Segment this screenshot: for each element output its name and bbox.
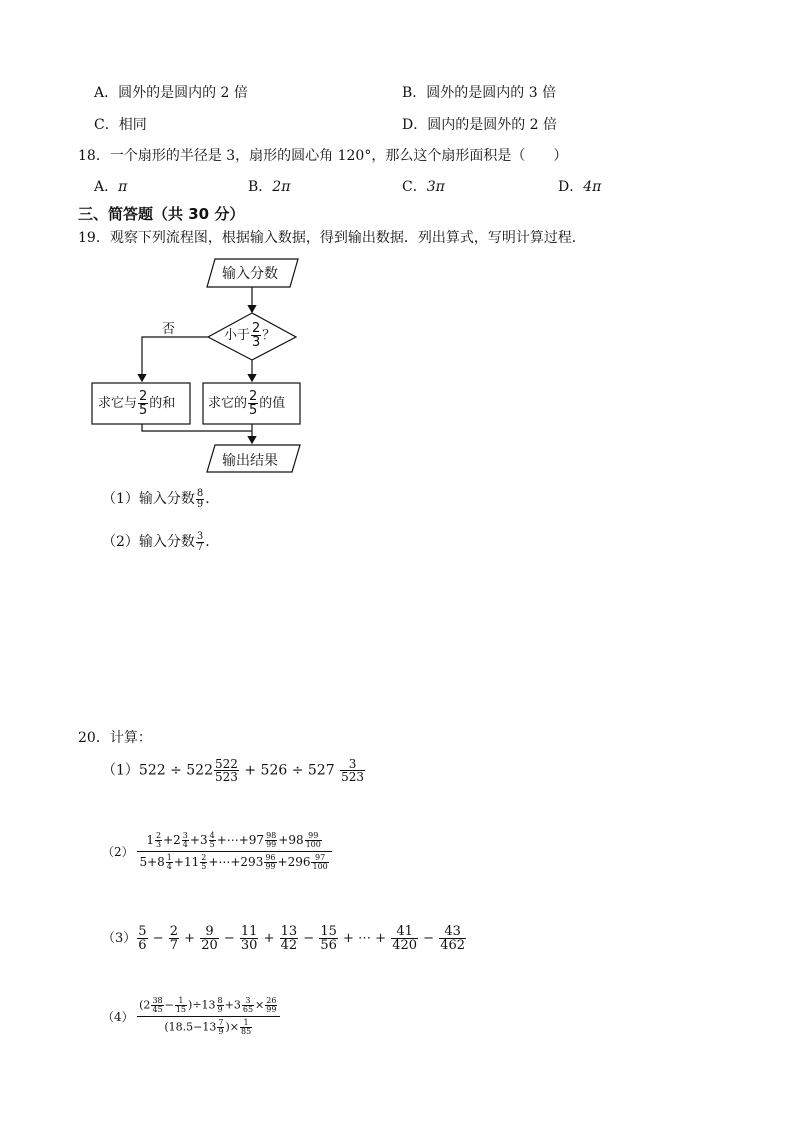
flow-right-label: 求它的 $\frac{2}{5}$ 的值 (208, 389, 286, 418)
flow-input-label: 输入分数 (222, 266, 278, 282)
flow-no-label: 否 (162, 322, 176, 337)
q19-part-1: （1）输入分数 $\frac{8}{9}$ . (102, 487, 210, 510)
q18-option-d: D．4π (558, 179, 602, 195)
q18-option-b: B．2π (248, 179, 291, 195)
q18-option-c: C．3π (402, 179, 445, 195)
flow-left-label: 求它与 $\frac{2}{5}$ 的和 (98, 389, 176, 418)
option-a: A．圆外的是圆内的 2 倍 (94, 85, 248, 101)
flow-decision-label: 小于 $\frac{2}{3}$ ？ (224, 321, 276, 350)
option-d: D．圆内的是圆外的 2 倍 (402, 117, 558, 133)
flow-output-label: 输出结果 (222, 453, 278, 469)
q20-part-2: （2） 1 $\frac{2}{3}$ +2 $\frac{3}{4}$ +3 $\frac{4}{5}$ +⋯+97 $\frac{98}{99}$ +98 $\frac{99}{100}$ 5+8 $\frac{1}{4}$ +11 $\frac{2}{5}$ +⋯+293 $\frac{96}{99}$ +296 $\frac{97}{100}$ (102, 832, 332, 871)
question-18-stem: 18．一个扇形的半径是 3，扇形的圆心角 120°，那么这个扇形面积是（ ） (78, 148, 568, 164)
question-20-stem: 20．计算： (78, 730, 152, 746)
option-c: C．相同 (94, 117, 147, 133)
flowchart (0, 0, 794, 500)
section-heading: 三、简答题（共 30 分） (78, 205, 245, 223)
q20-part-1: （1）522 ÷ 522 $\frac{522}{523}$ + 526 ÷ 527 $\frac{3}{523}$ (102, 757, 364, 784)
question-19-stem: 19．观察下列流程图，根据输入数据，得到输出数据．列出算式，写明计算过程． (78, 230, 586, 246)
q20-part-3: （3） $\frac{5}{6}$ − $\frac{2}{7}$ + $\frac{9}{20}$ − $\frac{11}{30}$ + $\frac{13}{42}$ − $\frac{15}{56}$ + ⋯ + $\frac{41}{420}$ − $\frac{43}{462}$ (102, 924, 466, 953)
q19-part-2: （2）输入分数 $\frac{3}{7}$ . (102, 530, 210, 553)
option-b: B．圆外的是圆内的 3 倍 (402, 85, 557, 101)
q18-option-a: A．π (94, 179, 128, 195)
q20-part-4: （4） (2 $\frac{38}{45}$ − $\frac{1}{15}$ )÷13 $\frac{8}{9}$ +3 $\frac{3}{65}$ × $\frac{26}{99}$ (18.5−13 $\frac{7}{9}$ )× $\frac{1}{85}$ (102, 997, 280, 1036)
